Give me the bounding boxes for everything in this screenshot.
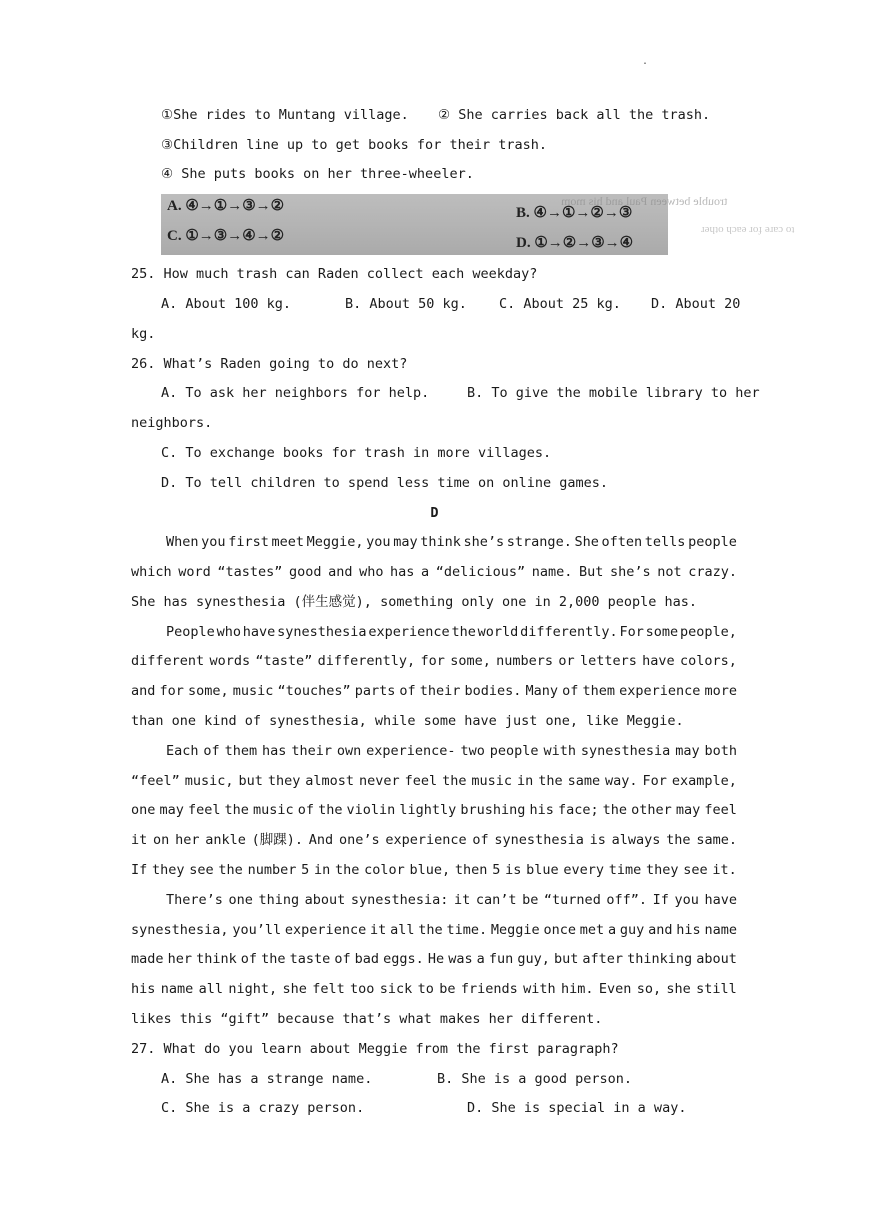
passage-line bbox=[131, 949, 737, 969]
passage-text: different words “taste” differently, for some, numbers or letters have colors, bbox=[131, 653, 737, 669]
question-27-option-d: D. She is special in a way. bbox=[467, 1100, 687, 1116]
passage-line bbox=[131, 771, 737, 791]
passage-line bbox=[131, 532, 737, 552]
question-27-option-a: A. She has a strange name. bbox=[161, 1071, 373, 1087]
question-25-option-c: C. About 25 kg. bbox=[499, 296, 621, 312]
passage-line bbox=[131, 800, 737, 820]
step-4: ④ She puts books on her three-wheeler. bbox=[161, 166, 474, 182]
question-26-option-b-cont: neighbors. bbox=[131, 415, 213, 431]
step-2: ② She carries back all the trash. bbox=[438, 107, 711, 123]
passage-line bbox=[131, 711, 737, 731]
passage-text: If they see the number 5 in the color blue, then 5 is blue every time they see it. bbox=[131, 862, 737, 878]
passage-line bbox=[131, 741, 737, 761]
question-25-stem: 25. How much trash can Raden collect each weekday? bbox=[131, 266, 538, 282]
passage-text: which word “tastes” good and who has a “delicious” name. But she’s not crazy. bbox=[131, 564, 737, 580]
passage-text: When you first meet Meggie, you may think she’s strange. She often tells people bbox=[166, 534, 737, 550]
passage-line bbox=[131, 592, 737, 612]
sequence-option-a: A. ④→①→③→② bbox=[167, 198, 285, 214]
question-26-option-d: D. To tell children to spend less time on online games. bbox=[161, 475, 609, 491]
question-25-option-d: D. About 20 bbox=[651, 296, 741, 312]
passage-text: “feel” music, but they almost never feel the music in the same way. For example, bbox=[131, 773, 737, 789]
bleed-through-text: to care for each other bbox=[701, 224, 795, 236]
bleed-through-text: trouble between Paul and his mom bbox=[561, 194, 728, 208]
passage-line bbox=[131, 830, 737, 850]
header-mark: . bbox=[642, 56, 649, 67]
question-26-option-b: B. To give the mobile library to her bbox=[467, 385, 760, 401]
question-25-option-d-cont: kg. bbox=[131, 326, 156, 342]
passage-text: Each of them has their own experience- two people with synesthesia may both bbox=[166, 743, 737, 759]
passage-text: There’s one thing about synesthesia: it can’t be “turned off”. If you have bbox=[166, 892, 737, 908]
passage-text: likes this “gift” because that’s what makes her different. bbox=[131, 1011, 603, 1027]
passage-line bbox=[131, 890, 737, 910]
passage-line bbox=[131, 562, 737, 582]
passage-text: made her think of the taste of bad eggs. He was a fun guy, but after thinking about bbox=[131, 951, 737, 967]
passage-text: his name all night, she felt too sick to be friends with him. Even so, she still bbox=[131, 981, 737, 997]
question-27-stem: 27. What do you learn about Meggie from the first paragraph? bbox=[131, 1041, 619, 1057]
passage-line bbox=[131, 651, 737, 671]
question-25-option-a: A. About 100 kg. bbox=[161, 296, 292, 312]
question-27-option-b: B. She is a good person. bbox=[437, 1071, 633, 1087]
passage-line bbox=[131, 622, 737, 642]
passage-text: one may feel the music of the violin lightly brushing his face; the other may feel bbox=[131, 802, 737, 818]
passage-line bbox=[131, 920, 737, 940]
passage-line bbox=[131, 1009, 737, 1029]
sequence-option-d: D. ①→②→③→④ bbox=[516, 235, 634, 251]
section-heading: D bbox=[430, 505, 439, 521]
passage-line bbox=[131, 979, 737, 999]
question-26-stem: 26. What’s Raden going to do next? bbox=[131, 356, 408, 372]
sequence-option-b: B. ④→①→②→③ bbox=[516, 205, 633, 221]
question-26-option-a: A. To ask her neighbors for help. bbox=[161, 385, 430, 401]
passage-text: She has synesthesia (伴生感觉), something only one in 2,000 people has. bbox=[131, 594, 698, 610]
passage-text: synesthesia, you’ll experience it all the time. Meggie once met a guy and his name bbox=[131, 922, 737, 938]
question-26-option-c: C. To exchange books for trash in more villages. bbox=[161, 445, 552, 461]
step-1: ①She rides to Muntang village. bbox=[161, 107, 409, 123]
passage-text: and for some, music “touches” parts of their bodies. Many of them experience more bbox=[131, 683, 737, 699]
passage-text: it on her ankle (脚踝). And one’s experience of synesthesia is always the same. bbox=[131, 832, 737, 848]
step-3: ③Children line up to get books for their trash. bbox=[161, 137, 547, 153]
passage-line bbox=[131, 681, 737, 701]
passage-text: than one kind of synesthesia, while some have just one, like Meggie. bbox=[131, 713, 684, 729]
question-25-option-b: B. About 50 kg. bbox=[345, 296, 467, 312]
sequence-options-image bbox=[161, 194, 795, 255]
passage-line bbox=[131, 860, 737, 880]
sequence-option-c: C. ①→③→④→② bbox=[167, 228, 285, 244]
question-27-option-c: C. She is a crazy person. bbox=[161, 1100, 365, 1116]
passage-text: People who have synesthesia experience the world differently. For some people, bbox=[166, 624, 737, 640]
